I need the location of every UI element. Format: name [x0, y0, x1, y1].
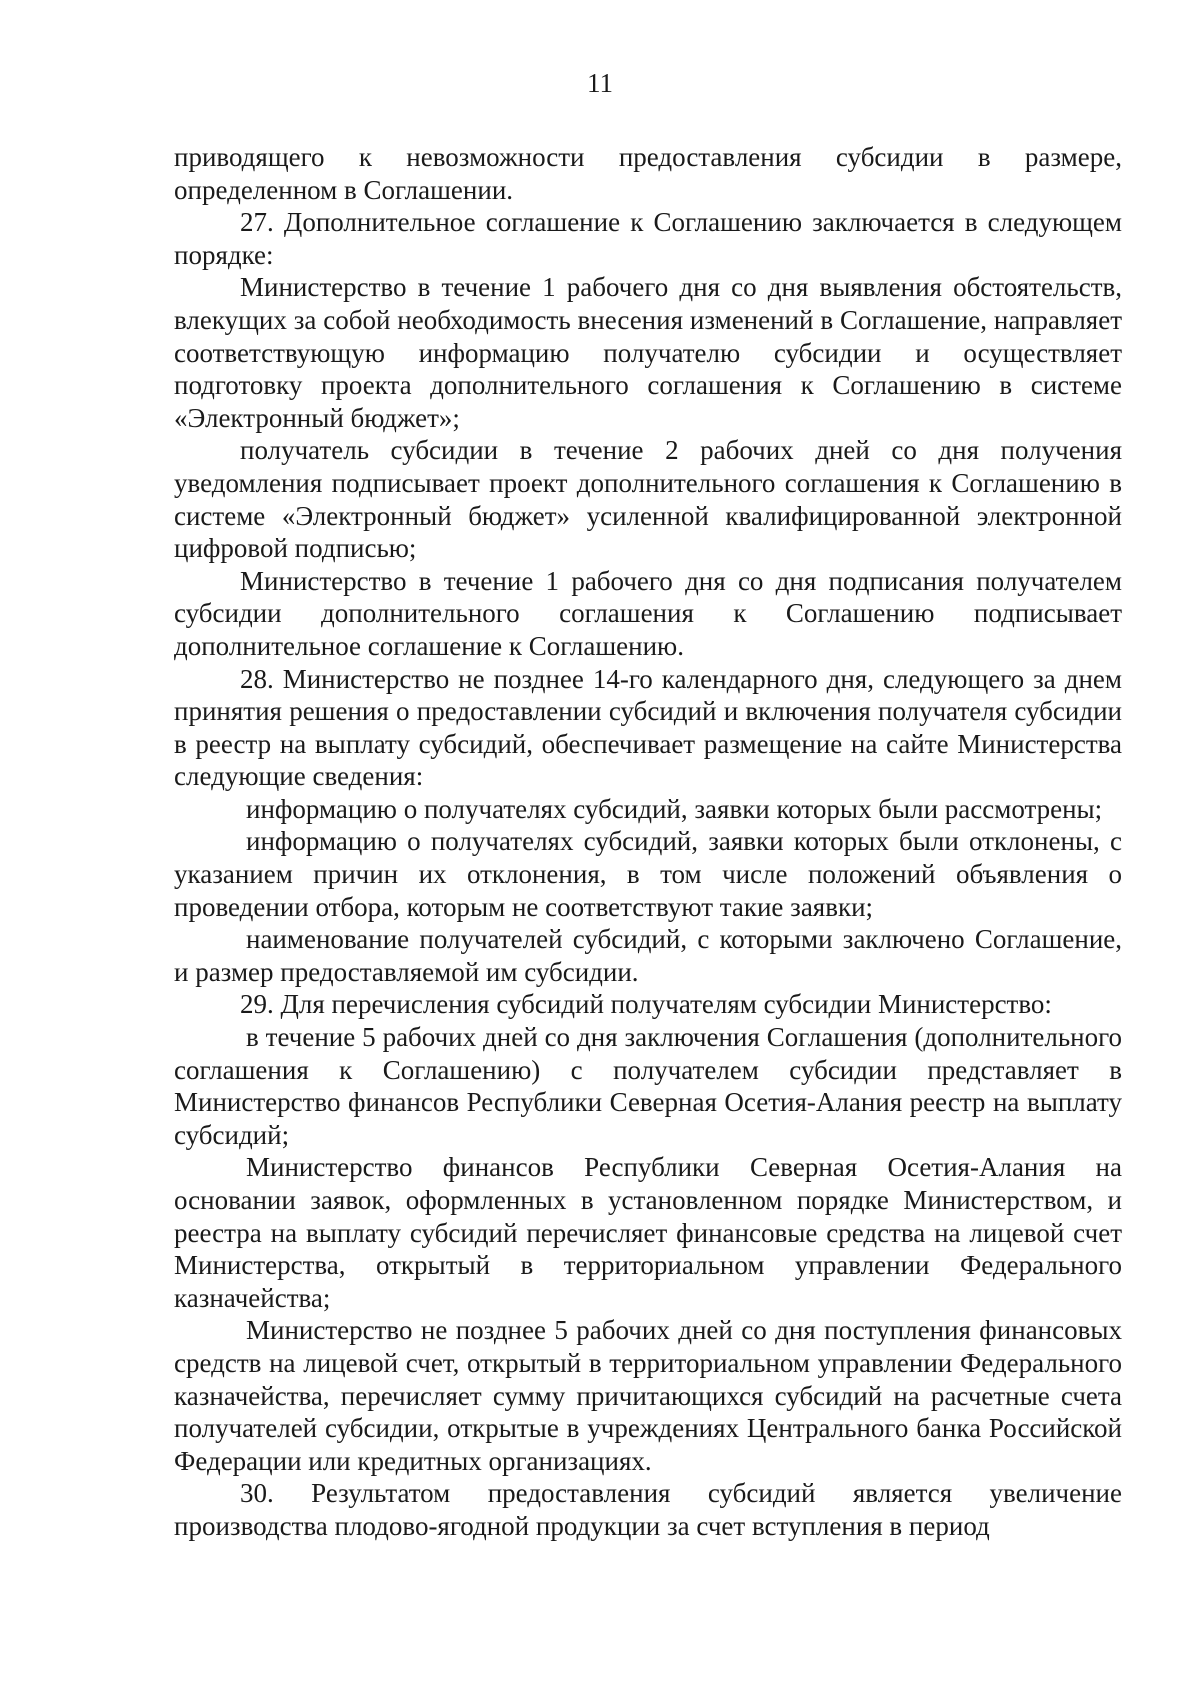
paragraph-29-item-2: Министерство финансов Республики Северная Осетия-Алания на основании заявок, оформленных в установленном порядке Министерством, и реестра на выплату субсидий перечисляет финансовые средства на лицевой счет Министерства, открытый в территориальном управлении Федерального казначейства; — [174, 1152, 1122, 1313]
paragraph-28-item-3: наименование получателей субсидий, с которыми заключено Соглашение, и размер предоставляемой им субсидии. — [174, 924, 1122, 987]
paragraph-28-item-1: информацию о получателях субсидий, заявки которых были рассмотрены; — [246, 793, 1103, 824]
paragraph-30: 30. Результатом предоставления субсидий является увеличение производства плодово-ягодной продукции за счет вступления в период — [174, 1478, 1122, 1541]
paragraph-29-item-3: Министерство не позднее 5 рабочих дней со дня поступления финансовых средств на лицевой счет, открытый в территориальном управлении Федерального казначейства, перечисляет сумму причитающихся субсидий на расчетные счета получателей субсидии, открытые в учреждениях Центрального банка Российской Федерации или кредитных организациях. — [174, 1315, 1122, 1476]
paragraph-continuation: приводящего к невозможности предоставления субсидии в размере, определенном в Соглашении. — [174, 142, 1122, 205]
document-body — [174, 141, 1122, 1543]
paragraph-27: 27. Дополнительное соглашение к Соглашению заключается в следующем порядке: — [174, 207, 1122, 270]
paragraph-29-item-1: в течение 5 рабочих дней со дня заключения Соглашения (дополнительного соглашения к Соглашению) с получателем субсидии представляет в Министерство финансов Республики Северная Осетия-Алания реестр на выплату субсидий; — [174, 1022, 1122, 1150]
page-number: 11 — [587, 68, 613, 98]
paragraph-27-item-2: получатель субсидии в течение 2 рабочих дней со дня получения уведомления подписывает проект дополнительного соглашения к Соглашению в системе «Электронный бюджет» усиленной квалифицированной электронной цифровой подписью; — [174, 435, 1122, 564]
paragraph-27-item-1: Министерство в течение 1 рабочего дня со дня выявления обстоятельств, влекущих за собой необходимость внесения изменений в Соглашение, направляет соответствующую информацию получателю субсидии и осуществляет подготовку проекта дополнительного соглашения к Соглашению в системе «Электронный бюджет»; — [174, 272, 1122, 433]
paragraph-29: 29. Для перечисления субсидий получателям субсидии Министерство: — [240, 989, 1052, 1020]
paragraph-27-item-3: Министерство в течение 1 рабочего дня со дня подписания получателем субсидии дополнительного соглашения к Соглашению подписывает дополнительное соглашение к Соглашению. — [174, 565, 1122, 661]
paragraph-28: 28. Министерство не позднее 14-го календарного дня, следующего за днем принятия решения о предоставлении субсидий и включения получателя субсидии в реестр на выплату субсидий, обеспечивает размещение на сайте Министерства следующие сведения: — [174, 663, 1122, 792]
paragraph-28-item-2: информацию о получателях субсидий, заявки которых были отклонены, с указанием причин их отклонения, в том числе положений объявления о проведении отбора, которым не соответствуют такие заявки; — [174, 826, 1122, 922]
